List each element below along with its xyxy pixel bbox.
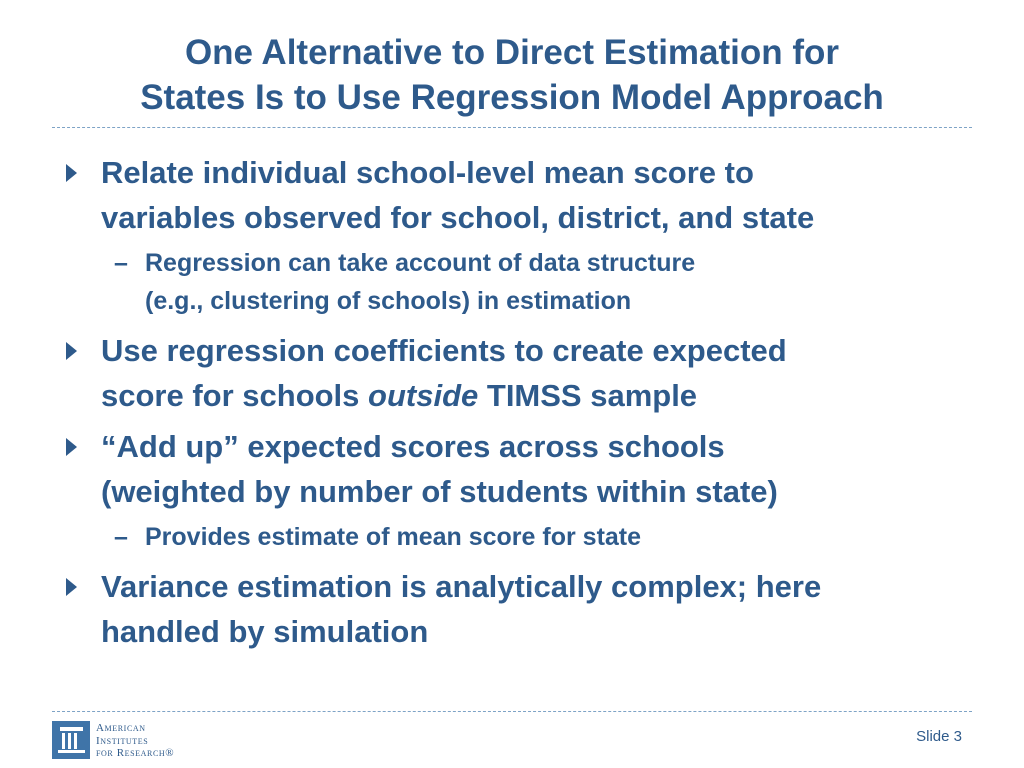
logo-wordmark: [96, 722, 174, 760]
title-divider: [52, 127, 972, 128]
title-line-1: One Alternative to Direct Estimation for: [184, 33, 840, 72]
bullet-2: [60, 328, 980, 418]
dash-bullet-icon: –: [114, 523, 128, 551]
bullet-3-line-1: “Add up” expected scores across schools: [101, 429, 725, 464]
triangle-bullet-icon: [66, 438, 77, 456]
slide-body: [60, 150, 980, 660]
bullet-4-line-2: handled by simulation: [101, 614, 429, 649]
slide-title: [40, 30, 984, 120]
dash-bullet-icon: –: [114, 249, 128, 277]
bullet-3-line-2: (weighted by number of students within state): [101, 474, 778, 509]
bullet-2-line-2-end: TIMSS sample: [478, 378, 698, 413]
bullet-2-line-2-start: score for schools: [101, 378, 369, 413]
triangle-bullet-icon: [66, 164, 77, 182]
bullet-1-line-1: Relate individual school-level mean score to: [101, 155, 754, 190]
logo-line-1: American: [96, 722, 146, 734]
bullet-1: [60, 150, 980, 240]
title-line-2: States Is to Use Regression Model Approach: [140, 78, 884, 117]
bullet-1-line-2: variables observed for school, district, and state: [101, 200, 815, 235]
triangle-bullet-icon: [66, 578, 77, 596]
columns-logo-icon: [52, 721, 90, 759]
bullet-4: [60, 564, 980, 654]
logo-line-2: Institutes: [96, 734, 149, 747]
sub-bullet-1-line-2: (e.g., clustering of schools) in estimation: [145, 287, 632, 315]
sub-bullet-1: [60, 244, 980, 320]
bullet-2-line-1: Use regression coefficients to create expected: [101, 333, 787, 368]
logo-line-3: for Research®: [96, 747, 175, 759]
bullet-3: [60, 424, 980, 514]
sub-bullet-1-line-1: Regression can take account of data structure: [145, 249, 696, 277]
sub-bullet-2: [60, 518, 980, 556]
air-logo: [52, 721, 202, 761]
bullet-2-line-2: [101, 373, 980, 418]
emphasis-outside: outside: [368, 378, 479, 413]
triangle-bullet-icon: [66, 342, 77, 360]
slide-number: Slide 3: [916, 728, 962, 745]
footer-divider: [52, 711, 972, 712]
bullet-4-line-1: Variance estimation is analytically complex; here: [101, 569, 822, 604]
sub-bullet-2-line-1: Provides estimate of mean score for state: [145, 523, 642, 551]
